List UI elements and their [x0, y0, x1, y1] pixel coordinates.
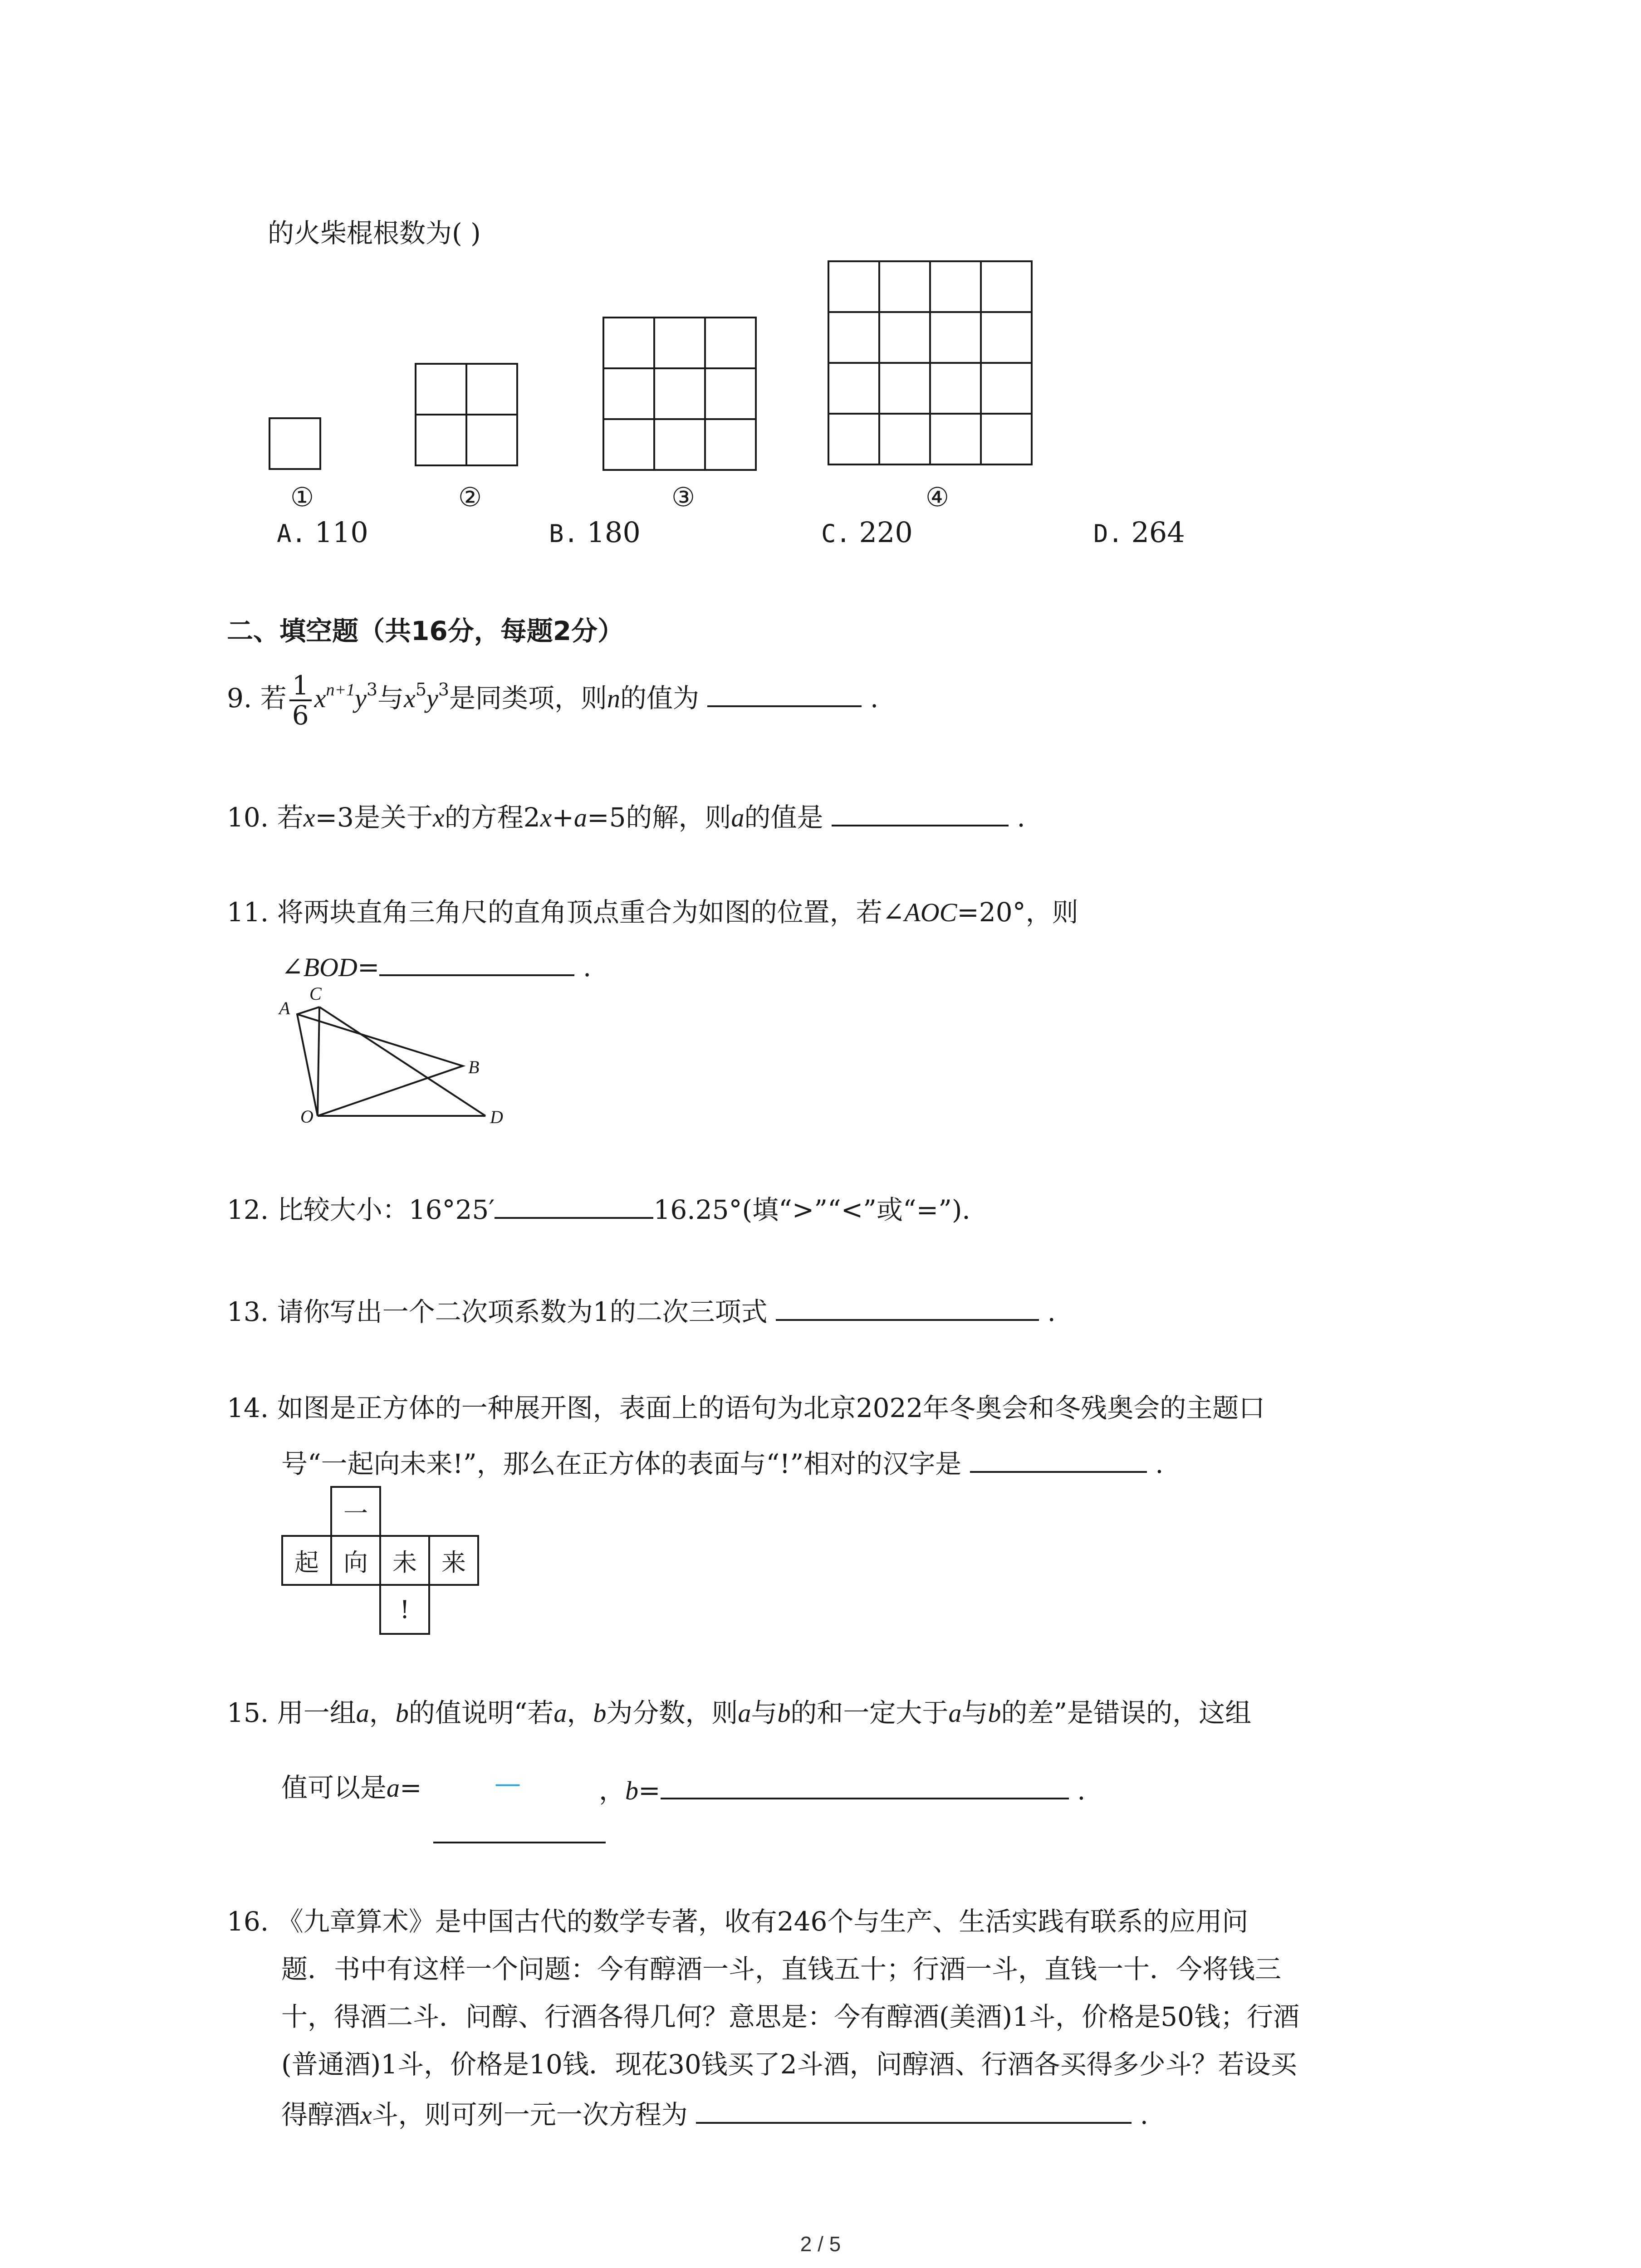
q8-option-d: D. 264 — [1093, 516, 1185, 549]
question-16-line1: 16. 《九章算术》是中国古代的数学专著，收有246个与生产、生活实践有联系的应用问 — [227, 1906, 1249, 1937]
question-9: 9. 若 $\frac{1}{6}$ $x^{n+1}y^3$与$x^5y^3$是同类项，则n的值为 . — [227, 670, 879, 731]
label-c: C — [309, 984, 322, 1004]
figure-label-3: ③ — [671, 482, 695, 513]
q8-continuation: 的火柴棍根数为( ) — [268, 218, 481, 249]
figure-1-grid — [269, 418, 320, 469]
question-16-line4: (普通酒)1斗，价格是10钱．现花30钱买了2斗酒，问醇酒、行酒各买得多少斗？若设买 — [281, 2049, 1297, 2080]
question-16-line2: 题．书中有这样一个问题：今有醇酒一斗，直钱五十；行酒一斗，直钱一十．今将钱三 — [281, 1954, 1282, 1984]
answer-blank-11[interactable] — [379, 948, 574, 976]
question-10: 10. 若x=3是关于x的方程2x+a=5的解，则a的值是 . — [227, 798, 1025, 834]
page-number: 2 / 5 — [800, 2232, 841, 2256]
figure-3-grid — [603, 318, 756, 470]
question-14-line1: 14. 如图是正方体的一种展开图，表面上的语句为北京2022年冬奥会和冬残奥会的主题口 — [227, 1393, 1265, 1423]
net-cell-3: 未 — [380, 1536, 429, 1585]
fraction: $\frac{1}{6}$ — [289, 671, 312, 729]
q8-option-b: B. 180 — [549, 516, 641, 549]
question-14-line2: 号“一起向未来!”，那么在正方体的表面与“!”相对的汉字是 . — [281, 1445, 1164, 1480]
question-15-line1: 15. 用一组a，b的值说明“若a，b为分数，则a与b的和一定大于a与b的差”是错误的，这组 — [227, 1697, 1252, 1728]
answer-blank-14[interactable] — [970, 1445, 1147, 1473]
q8-option-c: C. 220 — [821, 516, 913, 549]
net-cell-bottom: ! — [380, 1585, 429, 1634]
label-b: B — [468, 1057, 480, 1077]
net-cell-2: 向 — [331, 1536, 380, 1585]
question-15-line2b: ，b= . — [599, 1771, 1086, 1807]
question-11-line1: 11. 将两块直角三角尺的直角顶点重合为如图的位置，若∠AOC=20°，则 — [227, 897, 1078, 928]
figure-label-1: ① — [290, 482, 314, 513]
cube-net — [281, 1486, 479, 1635]
answer-blank-9[interactable] — [707, 679, 862, 707]
question-13: 13. 请你写出一个二次项系数为1的二次三项式 . — [227, 1293, 1056, 1328]
answer-blank-12[interactable] — [495, 1191, 653, 1219]
q8-option-a: A. 110 — [277, 516, 368, 549]
answer-blank-13[interactable] — [776, 1293, 1039, 1321]
question-12: 12. 比较大小：16°25′ 16.25°(填“>”“<”或“=”)． — [227, 1191, 988, 1226]
label-d: D — [490, 1107, 503, 1127]
figure-label-4: ④ — [926, 482, 949, 513]
ruler-aoc — [297, 1007, 319, 1116]
net-cell-4: 来 — [429, 1536, 478, 1585]
question-16-line3: 十，得酒二斗．问醇、行酒各得几何？意思是：今有醇酒(美酒)1斗，价格是50钱；行酒 — [281, 2001, 1299, 2032]
question-11-line2: ∠BOD= . — [281, 948, 591, 984]
section-heading: 二、填空题（共16分，每题2分） — [227, 616, 624, 646]
answer-blank-16[interactable] — [696, 2096, 1132, 2124]
question-16-line5: 得醇酒x斗，则可列一元一次方程为 . — [281, 2096, 1148, 2131]
triangle-rulers-figure — [272, 984, 526, 1129]
label-a: A — [279, 998, 290, 1018]
question-15-line2: 值可以是a= — [281, 1772, 422, 1803]
net-cell-top: 一 — [331, 1487, 380, 1536]
figure-label-2: ② — [458, 482, 482, 513]
answer-blank-15a[interactable] — [433, 1842, 606, 1843]
matchstick-figures — [263, 254, 1171, 526]
label-o: O — [300, 1106, 314, 1127]
ruler-bod-edge — [297, 1014, 463, 1116]
answer-blank-15b[interactable] — [661, 1771, 1069, 1799]
net-cell-1: 起 — [282, 1536, 331, 1585]
answer-blank-10[interactable] — [832, 798, 1009, 826]
dash-mark: — — [495, 1768, 521, 1799]
